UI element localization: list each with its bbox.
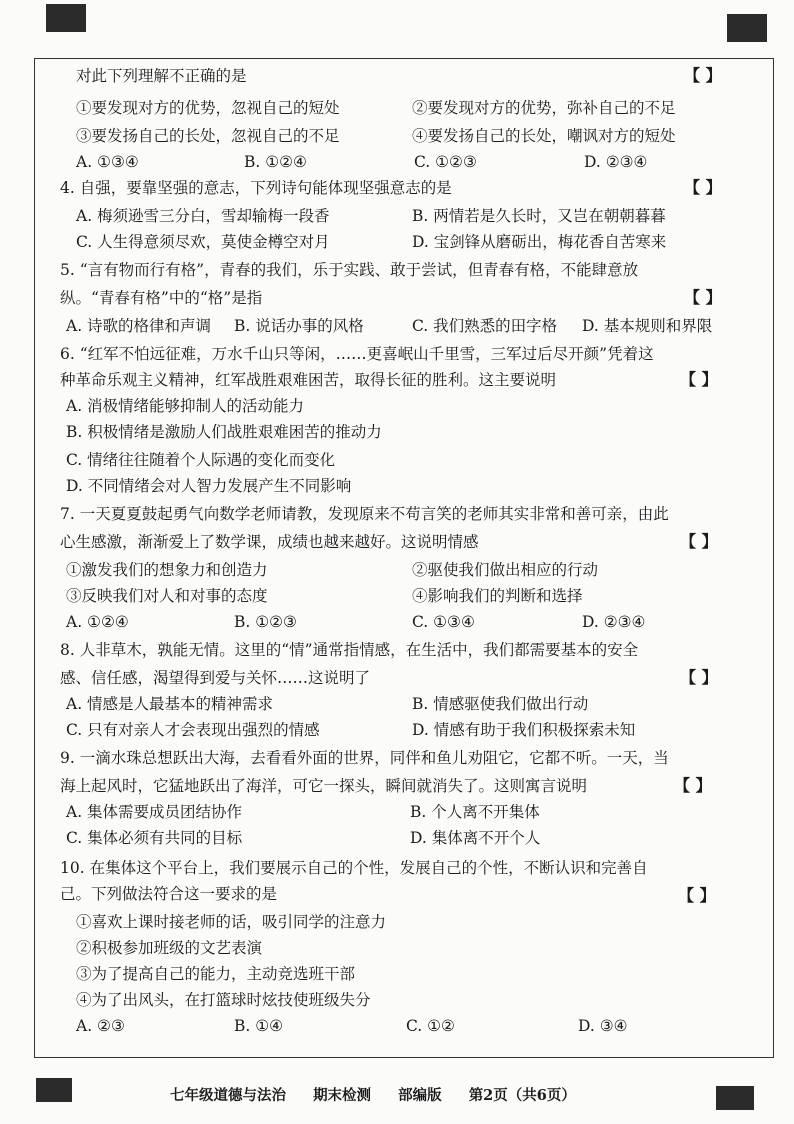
q9-option-a: A. 集体需要成员团结协作 xyxy=(66,803,243,821)
q7-option-a: A. ①②④ xyxy=(66,613,129,631)
q3-statement-3: ③要发扬自己的长处，忽视自己的不足 xyxy=(76,127,340,145)
footer-exam: 期末检测 xyxy=(313,1087,372,1104)
q5-stem-line-1: 5. “言有物而行有格”，青春的我们，乐于实践、敢于尝试，但青春有格，不能肆意放 xyxy=(60,261,639,279)
footer-subject: 七年级道德与法治 xyxy=(170,1087,286,1104)
q6-option-b: B. 积极情绪是激励人们战胜艰难困苦的推动力 xyxy=(66,423,382,441)
q3-statement-1: ①要发现对方的优势，忽视自己的短处 xyxy=(76,99,340,117)
q4-option-b: B. 两情若是久长时，又岂在朝朝暮暮 xyxy=(412,207,666,225)
page-footer xyxy=(170,1084,640,1105)
q8-option-c: C. 只有对亲人才会表现出强烈的情感 xyxy=(66,721,320,739)
q7-answer-bracket: 【 】 xyxy=(680,532,718,551)
q8-answer-bracket: 【 】 xyxy=(680,668,718,687)
q5-option-a: A. 诗歌的格律和声调 xyxy=(66,317,212,335)
q4-answer-bracket: 【 】 xyxy=(684,178,722,197)
q10-option-c: C. ①② xyxy=(406,1017,455,1035)
q10-option-d: D. ③④ xyxy=(578,1017,628,1035)
q9-answer-bracket: 【 】 xyxy=(674,776,712,795)
q9-option-b: B. 个人离不开集体 xyxy=(410,803,540,821)
q8-stem-line-2: 感、信任感，渴望得到爱与关怀……这说明了 xyxy=(60,669,371,687)
q8-stem-line-1: 8. 人非草木，孰能无情。这里的“情”通常指情感，在生活中，我们都需要基本的安全 xyxy=(60,641,639,659)
footer-page-number: 第2页（共6页） xyxy=(468,1087,576,1104)
q10-statement-3: ③为了提高自己的能力，主动竞选班干部 xyxy=(76,965,356,983)
q8-option-a: A. 情感是人最基本的精神需求 xyxy=(66,695,274,713)
q9-option-d: D. 集体离不开个人 xyxy=(410,829,541,847)
q6-stem-line-2: 种革命乐观主义精神，红军战胜艰难困苦，取得长征的胜利。这主要说明 xyxy=(60,371,557,389)
q10-answer-bracket: 【 】 xyxy=(678,886,716,905)
q6-option-a: A. 消极情绪能够抑制人的活动能力 xyxy=(66,397,305,415)
q3-stem: 对此下列理解不正确的是 xyxy=(76,67,247,85)
q6-option-c: C. 情绪往往随着个人际遇的变化而变化 xyxy=(66,451,336,469)
q3-option-c: C. ①②③ xyxy=(414,153,477,171)
q5-option-c: C. 我们熟悉的田字格 xyxy=(412,317,558,335)
q9-stem-line-1: 9. 一滴水珠总想跃出大海，去看看外面的世界，同伴和鱼儿劝阻它，它都不听。一天，当 xyxy=(60,749,669,767)
q7-stem-line-1: 7. 一天夏夏鼓起勇气向数学老师请教，发现原来不苟言笑的老师其实非常和善可亲，由此 xyxy=(60,505,669,523)
q7-statement-1: ①激发我们的想象力和创造力 xyxy=(66,561,268,579)
q10-option-b: B. ①④ xyxy=(234,1017,284,1035)
q7-option-b: B. ①②③ xyxy=(234,613,297,631)
q5-stem-line-2: 纵。“青春有格”中的“格”是指 xyxy=(60,289,263,307)
q3-statement-2: ②要发现对方的优势，弥补自己的不足 xyxy=(412,99,676,117)
q4-stem: 4. 自强，要靠坚强的意志，下列诗句能体现坚强意志的是 xyxy=(60,179,452,197)
q10-stem-line-2: 己。下列做法符合这一要求的是 xyxy=(60,885,278,903)
q8-option-b: B. 情感驱使我们做出行动 xyxy=(412,695,589,713)
q10-statement-1: ①喜欢上课时接老师的话，吸引同学的注意力 xyxy=(76,913,387,931)
q9-option-c: C. 集体必须有共同的目标 xyxy=(66,829,243,847)
q6-option-d: D. 不同情绪会对人智力发展产生不同影响 xyxy=(66,477,352,495)
q10-statement-2: ②积极参加班级的文艺表演 xyxy=(76,939,263,957)
q7-stem-line-2: 心生感激，渐渐爱上了数学课，成绩也越来越好。这说明情感 xyxy=(60,533,479,551)
q3-statement-4: ④要发扬自己的长处，嘲讽对方的短处 xyxy=(412,127,676,145)
q5-option-b: B. 说话办事的风格 xyxy=(234,317,364,335)
q7-option-c: C. ①③④ xyxy=(412,613,475,631)
q5-option-d: D. 基本规则和界限 xyxy=(582,317,713,335)
q6-stem-line-1: 6. “红军不怕远征难，万水千山只等闲，……更喜岷山千里雪，三军过后尽开颜”凭着这 xyxy=(60,345,654,363)
q6-answer-bracket: 【 】 xyxy=(680,370,718,389)
q3-option-a: A. ①③④ xyxy=(76,153,139,171)
q10-statement-4: ④为了出风头，在打篮球时炫技使班级失分 xyxy=(76,991,371,1009)
q3-answer-bracket: 【 】 xyxy=(684,66,722,85)
q3-option-b: B. ①②④ xyxy=(244,153,307,171)
q8-option-d: D. 情感有助于我们积极探索未知 xyxy=(412,721,636,739)
q7-statement-2: ②驱使我们做出相应的行动 xyxy=(412,561,599,579)
q4-option-c: C. 人生得意须尽欢，莫使金樽空对月 xyxy=(76,233,330,251)
q3-option-d: D. ②③④ xyxy=(584,153,648,171)
q9-stem-line-2: 海上起风时，它猛地跃出了海洋，可它一探头，瞬间就消失了。这则寓言说明 xyxy=(60,777,588,795)
footer-edition: 部编版 xyxy=(398,1087,442,1104)
q10-option-a: A. ②③ xyxy=(76,1017,125,1035)
q7-option-d: D. ②③④ xyxy=(582,613,646,631)
q7-statement-3: ③反映我们对人和对事的态度 xyxy=(66,587,268,605)
q4-option-d: D. 宝剑锋从磨砺出，梅花香自苦寒来 xyxy=(412,233,667,251)
q10-stem-line-1: 10. 在集体这个平台上，我们要展示自己的个性，发展自己的个性，不断认识和完善自 xyxy=(60,859,648,877)
q5-answer-bracket: 【 】 xyxy=(684,288,722,307)
q4-option-a: A. 梅须逊雪三分白，雪却输梅一段香 xyxy=(76,207,330,225)
q7-statement-4: ④影响我们的判断和选择 xyxy=(412,587,583,605)
